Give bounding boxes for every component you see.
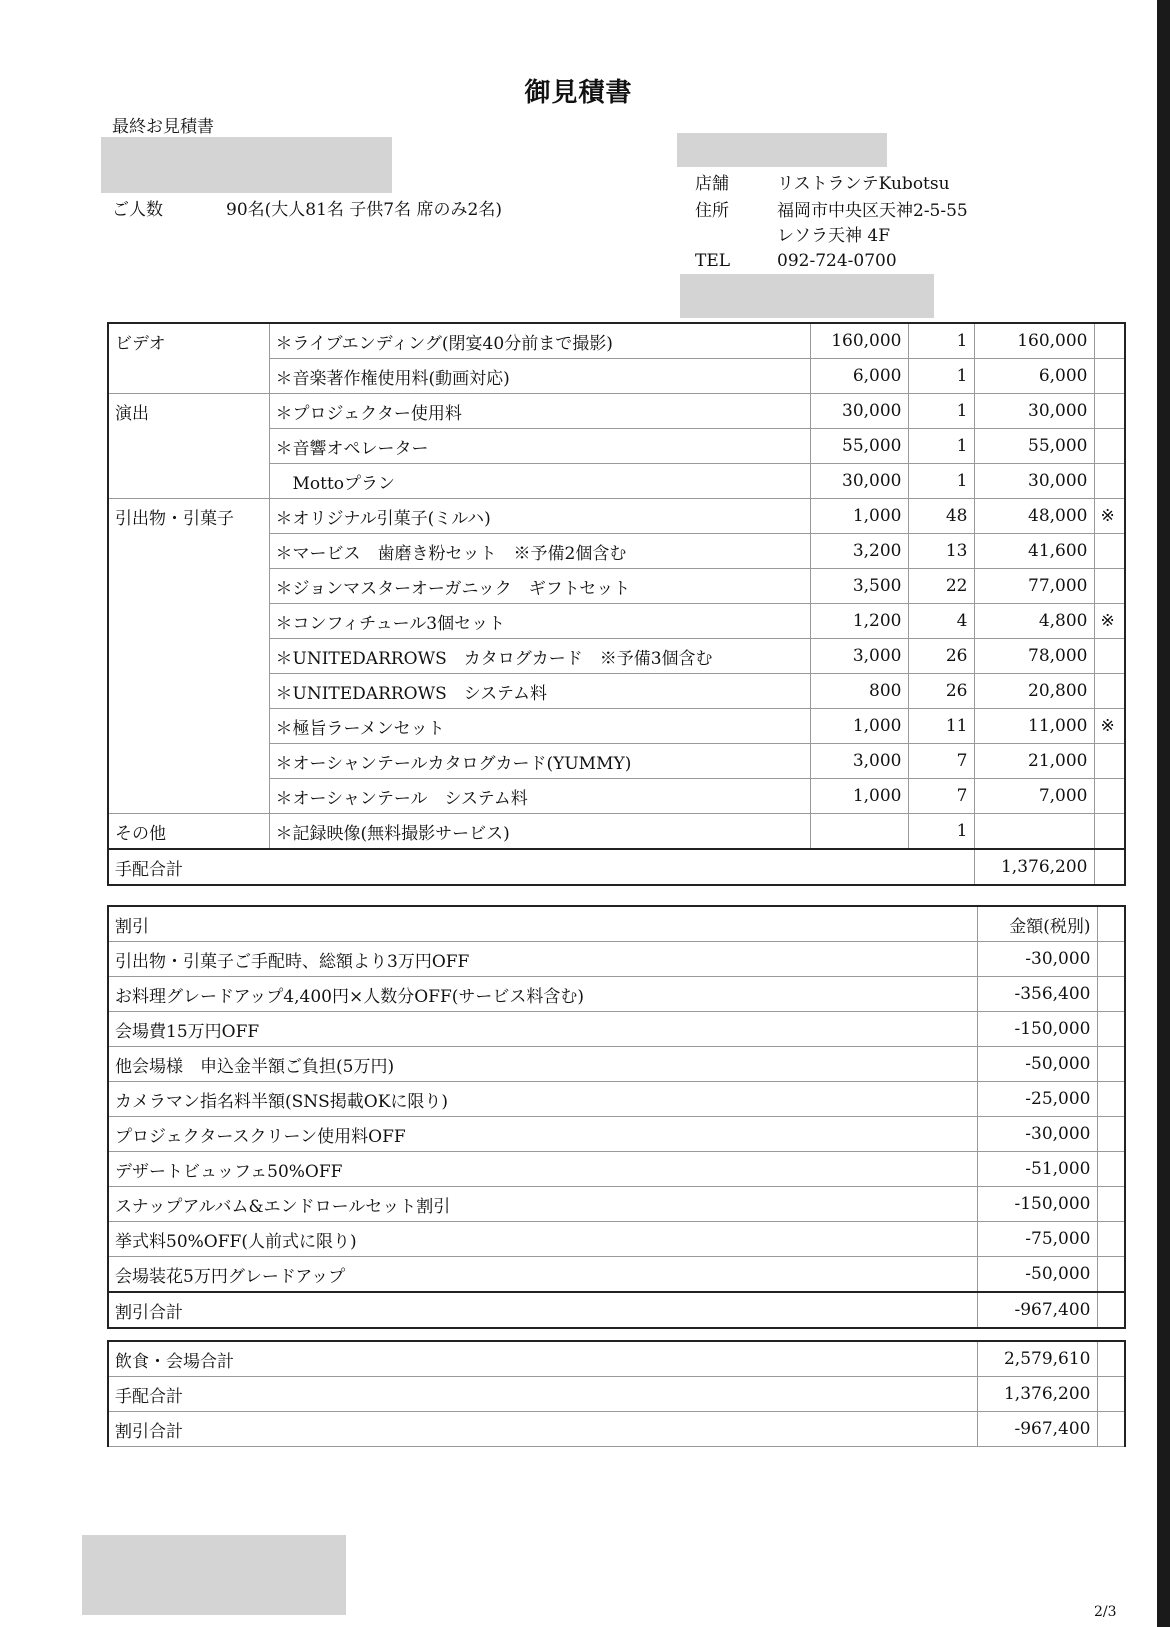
item-quantity: 7 (908, 744, 974, 779)
item-note-mark (1094, 674, 1125, 709)
discount-row (108, 1047, 1125, 1082)
item-quantity: 1 (908, 464, 974, 499)
item-unit-price: 1,200 (810, 604, 908, 639)
item-category: ビデオ (108, 323, 269, 359)
document-subtitle: 最終お見積書 (112, 117, 214, 137)
item-quantity: 48 (908, 499, 974, 534)
discount-spacer (1097, 1257, 1125, 1293)
guests-value: 90名(大人81名 子供7名 席のみ2名) (226, 200, 502, 220)
discount-label: 挙式料50%OFF(人前式に限り) (108, 1222, 977, 1257)
item-quantity: 1 (908, 359, 974, 394)
item-row (108, 604, 1125, 639)
discount-label: スナップアルバム&エンドロールセット割引 (108, 1187, 977, 1222)
item-name: ＊コンフィチュール3個セット (269, 604, 810, 639)
item-unit-price: 3,000 (810, 639, 908, 674)
discount-spacer (1097, 942, 1125, 977)
summary-table (107, 1340, 1126, 1447)
discount-spacer (1097, 1152, 1125, 1187)
item-note-mark (1094, 359, 1125, 394)
item-category (108, 534, 269, 569)
item-amount: 41,600 (974, 534, 1094, 569)
item-amount: 11,000 (974, 709, 1094, 744)
item-note-mark (1094, 814, 1125, 850)
discount-spacer (1097, 1047, 1125, 1082)
item-note-mark (1094, 779, 1125, 814)
summary-amount: -967,400 (977, 1412, 1097, 1447)
item-note-mark (1094, 394, 1125, 429)
item-amount: 7,000 (974, 779, 1094, 814)
discount-amount: -30,000 (977, 942, 1097, 977)
item-category (108, 674, 269, 709)
item-unit-price: 160,000 (810, 323, 908, 359)
discount-spacer (1097, 1012, 1125, 1047)
discount-row (108, 1082, 1125, 1117)
item-name: ＊記録映像(無料撮影サービス) (269, 814, 810, 850)
item-note-mark (1094, 744, 1125, 779)
discount-row (108, 1117, 1125, 1152)
item-amount (974, 814, 1094, 850)
item-category: 引出物・引菓子 (108, 499, 269, 534)
item-name: ＊音響オペレーター (269, 429, 810, 464)
item-name: ＊オーシャンテール システム料 (269, 779, 810, 814)
item-row (108, 394, 1125, 429)
item-quantity: 1 (908, 429, 974, 464)
item-quantity: 1 (908, 323, 974, 359)
item-quantity: 1 (908, 394, 974, 429)
item-name: Mottoプラン (269, 464, 810, 499)
item-quantity: 22 (908, 569, 974, 604)
item-category: 演出 (108, 394, 269, 429)
item-category (108, 569, 269, 604)
item-unit-price: 6,000 (810, 359, 908, 394)
item-row (108, 499, 1125, 534)
summary-amount: 2,579,610 (977, 1341, 1097, 1377)
summary-row (108, 1412, 1125, 1447)
summary-spacer (1097, 1377, 1125, 1412)
summary-label: 手配合計 (108, 1377, 977, 1412)
item-row (108, 779, 1125, 814)
item-name: ＊UNITEDARROWS システム料 (269, 674, 810, 709)
item-name: ＊プロジェクター使用料 (269, 394, 810, 429)
discount-row (108, 1012, 1125, 1047)
item-quantity: 11 (908, 709, 974, 744)
item-note-mark (1094, 429, 1125, 464)
item-row (108, 429, 1125, 464)
redacted-block (677, 133, 887, 167)
item-category (108, 639, 269, 674)
item-quantity: 1 (908, 814, 974, 850)
items-total-row (108, 849, 1125, 885)
item-name: ＊極旨ラーメンセット (269, 709, 810, 744)
discount-label: デザートビュッフェ50%OFF (108, 1152, 977, 1187)
summary-row (108, 1341, 1125, 1377)
item-amount: 6,000 (974, 359, 1094, 394)
item-row (108, 569, 1125, 604)
item-amount: 4,800 (974, 604, 1094, 639)
address-line2: レソラ天神 4F (777, 226, 891, 246)
item-quantity: 13 (908, 534, 974, 569)
item-category (108, 779, 269, 814)
discount-spacer (1097, 1117, 1125, 1152)
discount-amount: -75,000 (977, 1222, 1097, 1257)
discount-label: カメラマン指名料半額(SNS掲載OKに限り) (108, 1082, 977, 1117)
item-unit-price: 55,000 (810, 429, 908, 464)
store-label: 店舗 (695, 174, 729, 194)
item-unit-price: 1,000 (810, 779, 908, 814)
discount-amount: -25,000 (977, 1082, 1097, 1117)
item-name: ＊ライブエンディング(閉宴40分前まで撮影) (269, 323, 810, 359)
item-row (108, 814, 1125, 850)
item-unit-price: 1,000 (810, 499, 908, 534)
item-category (108, 744, 269, 779)
items-total-label: 手配合計 (108, 849, 974, 885)
discount-header-amount: 金額(税別) (977, 906, 1097, 942)
discount-amount: -51,000 (977, 1152, 1097, 1187)
item-name: ＊音楽著作権使用料(動画対応) (269, 359, 810, 394)
item-quantity: 26 (908, 639, 974, 674)
discount-label: 会場費15万円OFF (108, 1012, 977, 1047)
discount-label: 会場装花5万円グレードアップ (108, 1257, 977, 1293)
item-unit-price: 3,500 (810, 569, 908, 604)
item-row (108, 709, 1125, 744)
item-category (108, 604, 269, 639)
item-unit-price: 800 (810, 674, 908, 709)
item-row (108, 359, 1125, 394)
summary-spacer (1097, 1412, 1125, 1447)
discount-spacer (1097, 1082, 1125, 1117)
discount-amount: -150,000 (977, 1012, 1097, 1047)
discount-total-row (108, 1292, 1125, 1328)
summary-label: 割引合計 (108, 1412, 977, 1447)
summary-spacer (1097, 1341, 1125, 1377)
item-unit-price: 30,000 (810, 394, 908, 429)
item-amount: 160,000 (974, 323, 1094, 359)
discount-row (108, 977, 1125, 1012)
item-name: ＊オリジナル引菓子(ミルハ) (269, 499, 810, 534)
item-row (108, 464, 1125, 499)
item-note-mark (1094, 323, 1125, 359)
discount-header-label: 割引 (108, 906, 977, 942)
discount-spacer (1097, 1222, 1125, 1257)
item-quantity: 4 (908, 604, 974, 639)
item-unit-price: 1,000 (810, 709, 908, 744)
discount-row (108, 942, 1125, 977)
discount-amount: -356,400 (977, 977, 1097, 1012)
discount-total-label: 割引合計 (108, 1292, 977, 1328)
items-table (107, 322, 1126, 886)
item-row (108, 744, 1125, 779)
item-name: ＊UNITEDARROWS カタログカード ※予備3個含む (269, 639, 810, 674)
item-name: ＊マービス 歯磨き粉セット ※予備2個含む (269, 534, 810, 569)
item-note-mark: ※ (1094, 604, 1125, 639)
discount-row (108, 1187, 1125, 1222)
item-amount: 30,000 (974, 394, 1094, 429)
address-line1: 福岡市中央区天神2-5-55 (777, 201, 968, 221)
item-amount: 55,000 (974, 429, 1094, 464)
redacted-block (680, 274, 934, 318)
item-unit-price: 30,000 (810, 464, 908, 499)
discount-label: 引出物・引菓子ご手配時、総額より3万円OFF (108, 942, 977, 977)
item-amount: 78,000 (974, 639, 1094, 674)
item-note-mark: ※ (1094, 499, 1125, 534)
tel-value: 092-724-0700 (777, 251, 897, 271)
item-note-mark (1094, 464, 1125, 499)
item-name: ＊オーシャンテールカタログカード(YUMMY) (269, 744, 810, 779)
discount-total-amount: -967,400 (977, 1292, 1097, 1328)
discount-label: 他会場様 申込金半額ご負担(5万円) (108, 1047, 977, 1082)
discount-row (108, 1257, 1125, 1293)
address-label: 住所 (695, 201, 729, 221)
discount-label: お料理グレードアップ4,400円×人数分OFF(サービス料含む) (108, 977, 977, 1012)
item-note-mark (1094, 639, 1125, 674)
summary-row (108, 1377, 1125, 1412)
document-title: 御見積書 (524, 78, 633, 108)
item-amount: 21,000 (974, 744, 1094, 779)
item-row (108, 323, 1125, 359)
page-number: 2/3 (1094, 1604, 1117, 1620)
item-row (108, 674, 1125, 709)
item-category: その他 (108, 814, 269, 850)
item-unit-price (810, 814, 908, 850)
item-row (108, 639, 1125, 674)
item-unit-price: 3,200 (810, 534, 908, 569)
discount-amount: -50,000 (977, 1257, 1097, 1293)
discount-row (108, 1152, 1125, 1187)
redacted-block (101, 137, 392, 193)
summary-amount: 1,376,200 (977, 1377, 1097, 1412)
item-row (108, 534, 1125, 569)
item-unit-price: 3,000 (810, 744, 908, 779)
item-amount: 20,800 (974, 674, 1094, 709)
summary-label: 飲食・会場合計 (108, 1341, 977, 1377)
item-name: ＊ジョンマスターオーガニック ギフトセット (269, 569, 810, 604)
items-total-amount: 1,376,200 (974, 849, 1094, 885)
item-quantity: 7 (908, 779, 974, 814)
item-quantity: 26 (908, 674, 974, 709)
discount-label: プロジェクタースクリーン使用料OFF (108, 1117, 977, 1152)
item-amount: 77,000 (974, 569, 1094, 604)
item-category (108, 359, 269, 394)
tel-label: TEL (695, 251, 731, 271)
item-amount: 30,000 (974, 464, 1094, 499)
item-category (108, 464, 269, 499)
discount-row (108, 1222, 1125, 1257)
discount-header-row (108, 906, 1125, 942)
discount-amount: -50,000 (977, 1047, 1097, 1082)
store-value: リストランテKubotsu (777, 174, 950, 194)
item-category (108, 429, 269, 464)
discount-amount: -150,000 (977, 1187, 1097, 1222)
item-category (108, 709, 269, 744)
discount-amount: -30,000 (977, 1117, 1097, 1152)
item-note-mark (1094, 569, 1125, 604)
guests-label: ご人数 (112, 200, 163, 220)
item-note-mark: ※ (1094, 709, 1125, 744)
discount-spacer (1097, 1187, 1125, 1222)
discount-table (107, 905, 1126, 1329)
discount-spacer (1097, 977, 1125, 1012)
redacted-block (82, 1535, 346, 1615)
item-note-mark (1094, 534, 1125, 569)
item-amount: 48,000 (974, 499, 1094, 534)
